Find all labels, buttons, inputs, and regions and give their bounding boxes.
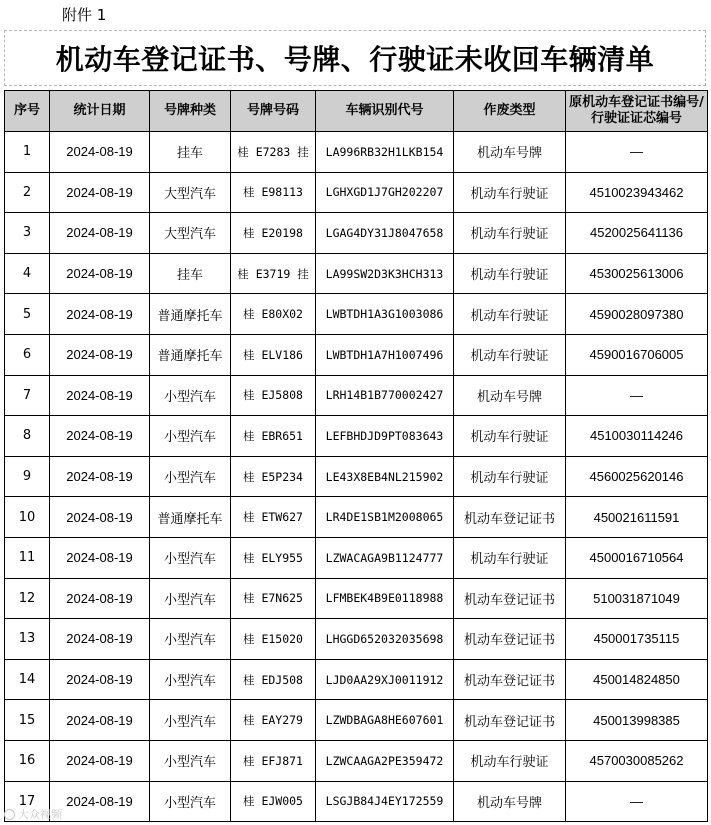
table-row bbox=[5, 659, 708, 700]
cell-void-type: 机动车号牌 bbox=[454, 375, 566, 416]
cell-index: 9 bbox=[5, 456, 50, 497]
cell-certificate-number: — bbox=[566, 375, 708, 416]
cell-index: 4 bbox=[5, 253, 50, 294]
cell-plate-number: 桂 E98113 bbox=[231, 172, 316, 213]
cell-vin: LGAG4DY31J8047658 bbox=[316, 213, 454, 254]
cell-date: 2024-08-19 bbox=[50, 740, 150, 781]
cell-plate-number: 桂 E80X02 bbox=[231, 294, 316, 335]
cell-index: 3 bbox=[5, 213, 50, 254]
cell-date: 2024-08-19 bbox=[50, 253, 150, 294]
cell-plate-type: 普通摩托车 bbox=[150, 334, 231, 375]
cell-vin: LA99SW2D3K3HCH313 bbox=[316, 253, 454, 294]
table-row bbox=[5, 172, 708, 213]
cell-vin: LE43X8EB4NL215902 bbox=[316, 456, 454, 497]
cell-date: 2024-08-19 bbox=[50, 781, 150, 822]
table-row bbox=[5, 213, 708, 254]
cell-plate-type: 小型汽车 bbox=[150, 740, 231, 781]
cell-index: 6 bbox=[5, 334, 50, 375]
table-row bbox=[5, 416, 708, 457]
cell-index: 13 bbox=[5, 619, 50, 660]
col-header-index: 序号 bbox=[5, 91, 50, 132]
cell-void-type: 机动车登记证书 bbox=[454, 578, 566, 619]
cell-certificate-number: 4520025641136 bbox=[566, 213, 708, 254]
cell-plate-number: 桂 E5P234 bbox=[231, 456, 316, 497]
cell-void-type: 机动车登记证书 bbox=[454, 700, 566, 741]
cell-index: 7 bbox=[5, 375, 50, 416]
cell-plate-type: 挂车 bbox=[150, 132, 231, 173]
cell-plate-type: 小型汽车 bbox=[150, 659, 231, 700]
watermark-logo-icon bbox=[4, 809, 15, 820]
cell-certificate-number: 4560025620146 bbox=[566, 456, 708, 497]
cell-date: 2024-08-19 bbox=[50, 132, 150, 173]
cell-certificate-number: 4570030085262 bbox=[566, 740, 708, 781]
cell-void-type: 机动车行驶证 bbox=[454, 294, 566, 335]
cell-vin: LSGJB84J4EY172559 bbox=[316, 781, 454, 822]
cell-certificate-number: 450014824850 bbox=[566, 659, 708, 700]
cell-plate-type: 小型汽车 bbox=[150, 416, 231, 457]
table-row bbox=[5, 253, 708, 294]
cell-plate-number: 桂 E7283 挂 bbox=[231, 132, 316, 173]
col-header-vin: 车辆识别代号 bbox=[316, 91, 454, 132]
cell-index: 2 bbox=[5, 172, 50, 213]
cell-certificate-number: 510031871049 bbox=[566, 578, 708, 619]
watermark bbox=[4, 806, 62, 822]
cell-vin: LZWACAGA9B1124777 bbox=[316, 537, 454, 578]
cell-plate-number: 桂 ELY955 bbox=[231, 537, 316, 578]
cell-plate-number: 桂 EDJ508 bbox=[231, 659, 316, 700]
cell-void-type: 机动车登记证书 bbox=[454, 497, 566, 538]
cell-void-type: 机动车登记证书 bbox=[454, 619, 566, 660]
table-row bbox=[5, 132, 708, 173]
cell-date: 2024-08-19 bbox=[50, 497, 150, 538]
cell-vin: LRH14B1B770002427 bbox=[316, 375, 454, 416]
cell-certificate-number: 4510030114246 bbox=[566, 416, 708, 457]
cell-date: 2024-08-19 bbox=[50, 294, 150, 335]
cell-date: 2024-08-19 bbox=[50, 659, 150, 700]
cell-vin: LZWCAAGA2PE359472 bbox=[316, 740, 454, 781]
table-row bbox=[5, 700, 708, 741]
cell-certificate-number: 4590016706005 bbox=[566, 334, 708, 375]
table-body bbox=[5, 132, 708, 822]
cell-plate-number: 桂 EJW005 bbox=[231, 781, 316, 822]
col-header-plate-type: 号牌种类 bbox=[150, 91, 231, 132]
cell-index: 17 bbox=[5, 781, 50, 822]
cell-vin: LA996RB32H1LKB154 bbox=[316, 132, 454, 173]
cell-certificate-number: — bbox=[566, 132, 708, 173]
col-header-void-type: 作废类型 bbox=[454, 91, 566, 132]
cell-date: 2024-08-19 bbox=[50, 619, 150, 660]
cell-vin: LWBTDH1A7H1007496 bbox=[316, 334, 454, 375]
cell-plate-number: 桂 E15020 bbox=[231, 619, 316, 660]
table-row bbox=[5, 578, 708, 619]
cell-vin: LHGGD652032035698 bbox=[316, 619, 454, 660]
cell-date: 2024-08-19 bbox=[50, 578, 150, 619]
vehicle-list-table bbox=[4, 90, 708, 822]
cell-index: 15 bbox=[5, 700, 50, 741]
cell-plate-number: 桂 EFJ871 bbox=[231, 740, 316, 781]
table-row bbox=[5, 294, 708, 335]
cell-date: 2024-08-19 bbox=[50, 334, 150, 375]
cell-date: 2024-08-19 bbox=[50, 416, 150, 457]
table-row bbox=[5, 456, 708, 497]
cell-void-type: 机动车行驶证 bbox=[454, 172, 566, 213]
table-row bbox=[5, 375, 708, 416]
table-row bbox=[5, 619, 708, 660]
table-header-row bbox=[5, 91, 708, 132]
cell-index: 16 bbox=[5, 740, 50, 781]
cell-plate-type: 小型汽车 bbox=[150, 781, 231, 822]
cell-index: 10 bbox=[5, 497, 50, 538]
cell-certificate-number: 4510023943462 bbox=[566, 172, 708, 213]
cell-certificate-number: 4590028097380 bbox=[566, 294, 708, 335]
cell-date: 2024-08-19 bbox=[50, 537, 150, 578]
cell-plate-number: 桂 EAY279 bbox=[231, 700, 316, 741]
cell-certificate-number: 450021611591 bbox=[566, 497, 708, 538]
cell-index: 1 bbox=[5, 132, 50, 173]
col-header-plate-number: 号牌号码 bbox=[231, 91, 316, 132]
cell-void-type: 机动车号牌 bbox=[454, 132, 566, 173]
table-row bbox=[5, 740, 708, 781]
cell-plate-number: 桂 E7N625 bbox=[231, 578, 316, 619]
cell-plate-type: 大型汽车 bbox=[150, 213, 231, 254]
cell-index: 11 bbox=[5, 537, 50, 578]
cell-plate-number: 桂 E3719 挂 bbox=[231, 253, 316, 294]
cell-void-type: 机动车号牌 bbox=[454, 781, 566, 822]
cell-certificate-number: — bbox=[566, 781, 708, 822]
cell-date: 2024-08-19 bbox=[50, 375, 150, 416]
cell-void-type: 机动车行驶证 bbox=[454, 456, 566, 497]
cell-certificate-number: 4530025613006 bbox=[566, 253, 708, 294]
cell-vin: LZWDBAGA8HE607601 bbox=[316, 700, 454, 741]
cell-plate-type: 小型汽车 bbox=[150, 700, 231, 741]
cell-plate-number: 桂 EBR651 bbox=[231, 416, 316, 457]
col-header-date: 统计日期 bbox=[50, 91, 150, 132]
cell-date: 2024-08-19 bbox=[50, 700, 150, 741]
watermark-text: 大众视频 bbox=[18, 808, 62, 821]
title-box bbox=[4, 30, 706, 86]
cell-void-type: 机动车行驶证 bbox=[454, 740, 566, 781]
cell-plate-type: 大型汽车 bbox=[150, 172, 231, 213]
cell-vin: LWBTDH1A3G1003086 bbox=[316, 294, 454, 335]
cell-plate-type: 小型汽车 bbox=[150, 456, 231, 497]
cell-plate-type: 小型汽车 bbox=[150, 619, 231, 660]
cell-index: 14 bbox=[5, 659, 50, 700]
table-row bbox=[5, 334, 708, 375]
cell-vin: LGHXGD1J7GH202207 bbox=[316, 172, 454, 213]
cell-date: 2024-08-19 bbox=[50, 456, 150, 497]
cell-index: 12 bbox=[5, 578, 50, 619]
cell-date: 2024-08-19 bbox=[50, 172, 150, 213]
table-row bbox=[5, 497, 708, 538]
cell-void-type: 机动车行驶证 bbox=[454, 253, 566, 294]
cell-certificate-number: 450001735115 bbox=[566, 619, 708, 660]
cell-plate-number: 桂 EJ5808 bbox=[231, 375, 316, 416]
table-row bbox=[5, 781, 708, 822]
cell-plate-type: 挂车 bbox=[150, 253, 231, 294]
cell-plate-type: 普通摩托车 bbox=[150, 497, 231, 538]
cell-void-type: 机动车行驶证 bbox=[454, 334, 566, 375]
cell-plate-type: 小型汽车 bbox=[150, 375, 231, 416]
document-title: 机动车登记证书、号牌、行驶证未收回车辆清单 bbox=[55, 43, 655, 76]
cell-index: 8 bbox=[5, 416, 50, 457]
cell-vin: LEFBHDJD9PT083643 bbox=[316, 416, 454, 457]
attachment-label: 附件 1 bbox=[62, 6, 107, 24]
cell-index: 5 bbox=[5, 294, 50, 335]
cell-certificate-number: 450013998385 bbox=[566, 700, 708, 741]
cell-plate-type: 小型汽车 bbox=[150, 578, 231, 619]
cell-vin: LR4DE1SB1M2008065 bbox=[316, 497, 454, 538]
cell-date: 2024-08-19 bbox=[50, 213, 150, 254]
cell-plate-number: 桂 ELV186 bbox=[231, 334, 316, 375]
col-header-certificate-number: 原机动车登记证书编号/行驶证证芯编号 bbox=[566, 91, 708, 132]
cell-void-type: 机动车行驶证 bbox=[454, 537, 566, 578]
cell-void-type: 机动车行驶证 bbox=[454, 213, 566, 254]
cell-plate-number: 桂 ETW627 bbox=[231, 497, 316, 538]
table-row bbox=[5, 537, 708, 578]
cell-vin: LFMBEK4B9E0118988 bbox=[316, 578, 454, 619]
cell-vin: LJD0AA29XJ0011912 bbox=[316, 659, 454, 700]
cell-plate-type: 普通摩托车 bbox=[150, 294, 231, 335]
cell-void-type: 机动车登记证书 bbox=[454, 659, 566, 700]
cell-plate-type: 小型汽车 bbox=[150, 537, 231, 578]
cell-certificate-number: 4500016710564 bbox=[566, 537, 708, 578]
cell-void-type: 机动车行驶证 bbox=[454, 416, 566, 457]
cell-plate-number: 桂 E20198 bbox=[231, 213, 316, 254]
